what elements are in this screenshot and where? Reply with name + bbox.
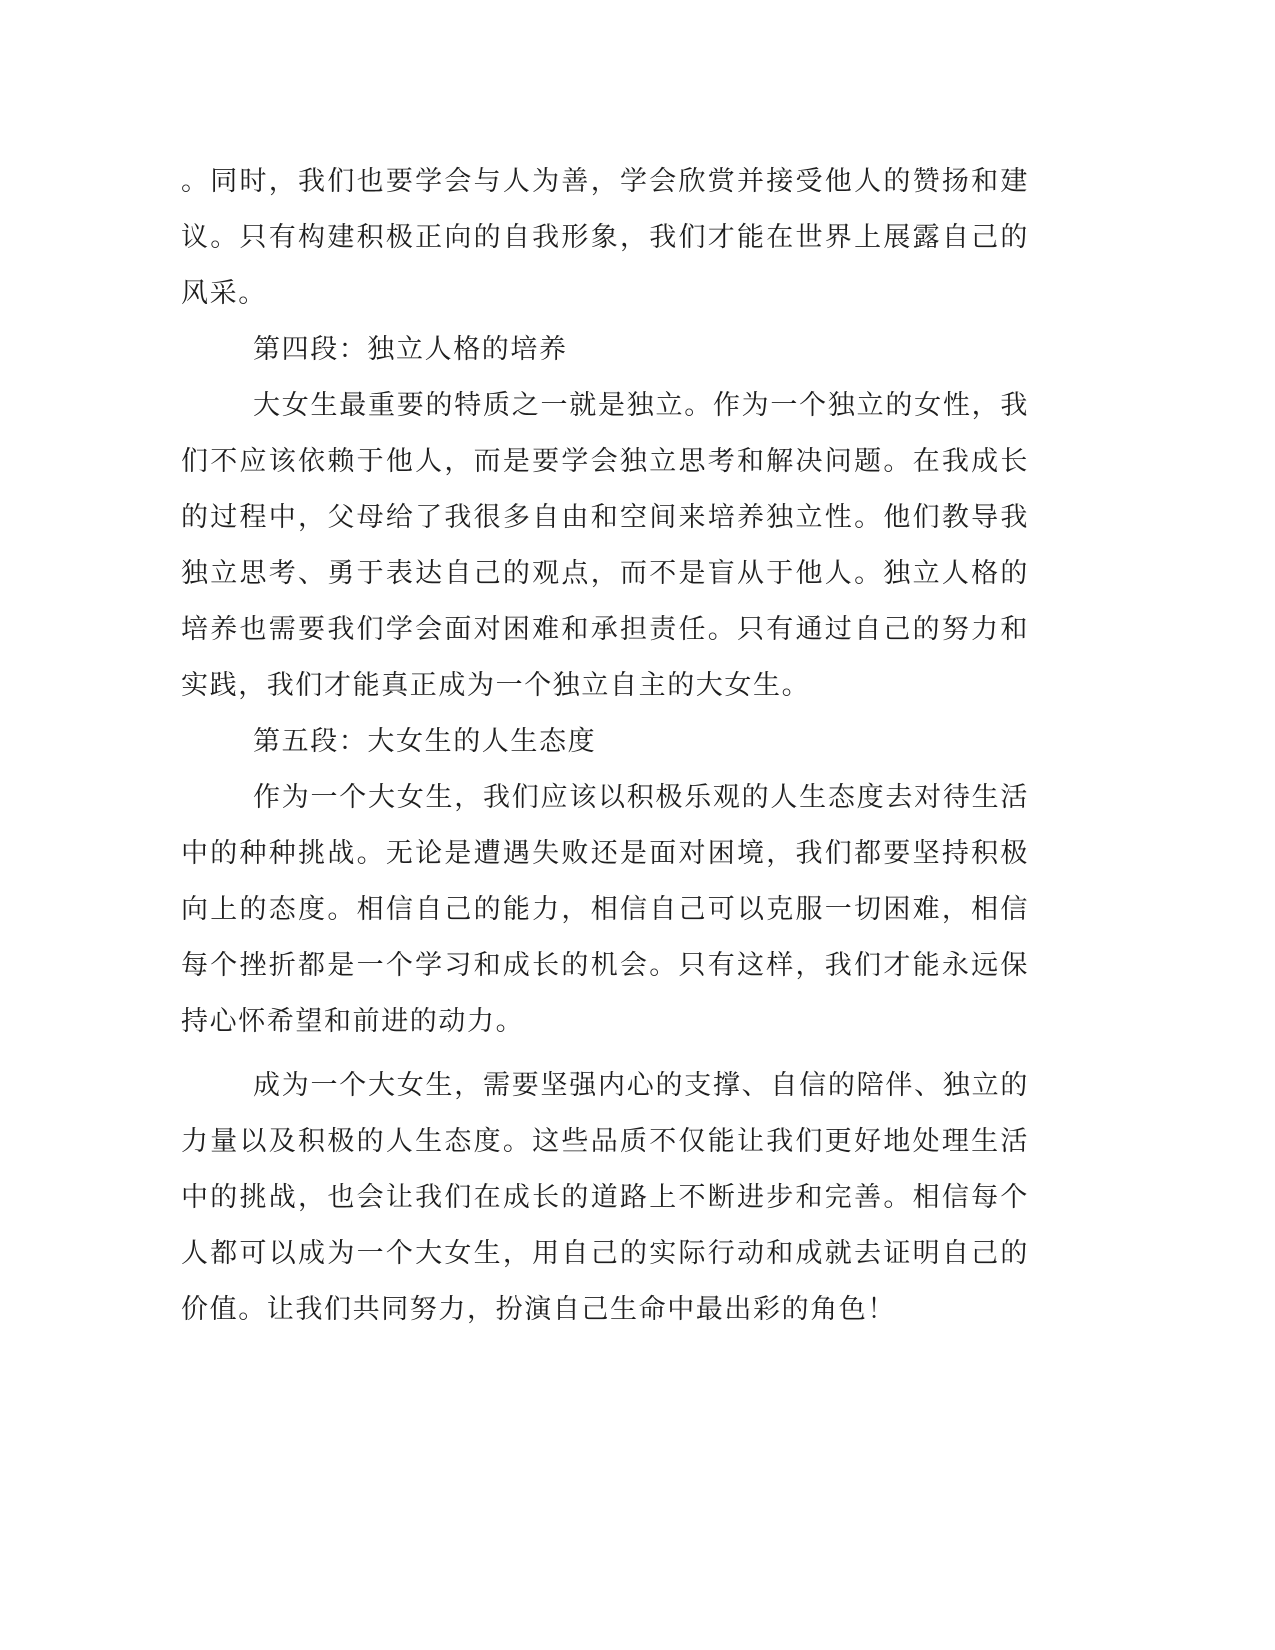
- document-body: [181, 154, 1029, 1338]
- section-heading-4: 第四段：独立人格的培养: [253, 334, 568, 365]
- paragraph-continuation: 。同时，我们也要学会与人为善，学会欣赏并接受他人的赞扬和建议。只有构建积极正向的自我形象，我们才能在世界上展露自己的风采。: [181, 166, 1029, 309]
- paragraph-conclusion: 成为一个大女生，需要坚强内心的支撑、自信的陪伴、独立的力量以及积极的人生态度。这些品质不仅能让我们更好地处理生活中的挑战，也会让我们在成长的道路上不断进步和完善。相信每个人都可以成为一个大女生，用自己的实际行动和成就去证明自己的价值。让我们共同努力，扮演自己生命中最出彩的角色！: [181, 1070, 1029, 1325]
- paragraph-independence: 大女生最重要的特质之一就是独立。作为一个独立的女性，我们不应该依赖于他人，而是要学会独立思考和解决问题。在我成长的过程中，父母给了我很多自由和空间来培养独立性。他们教导我独立思考、勇于表达自己的观点，而不是盲从于他人。独立人格的培养也需要我们学会面对困难和承担责任。只有通过自己的努力和实践，我们才能真正成为一个独立自主的大女生。: [181, 390, 1029, 701]
- paragraph-attitude: 作为一个大女生，我们应该以积极乐观的人生态度去对待生活中的种种挑战。无论是遭遇失败还是面对困境，我们都要坚持积极向上的态度。相信自己的能力，相信自己可以克服一切困难，相信每个挫折都是一个学习和成长的机会。只有这样，我们才能永远保持心怀希望和前进的动力。: [181, 782, 1029, 1037]
- section-heading-5: 第五段：大女生的人生态度: [253, 726, 597, 757]
